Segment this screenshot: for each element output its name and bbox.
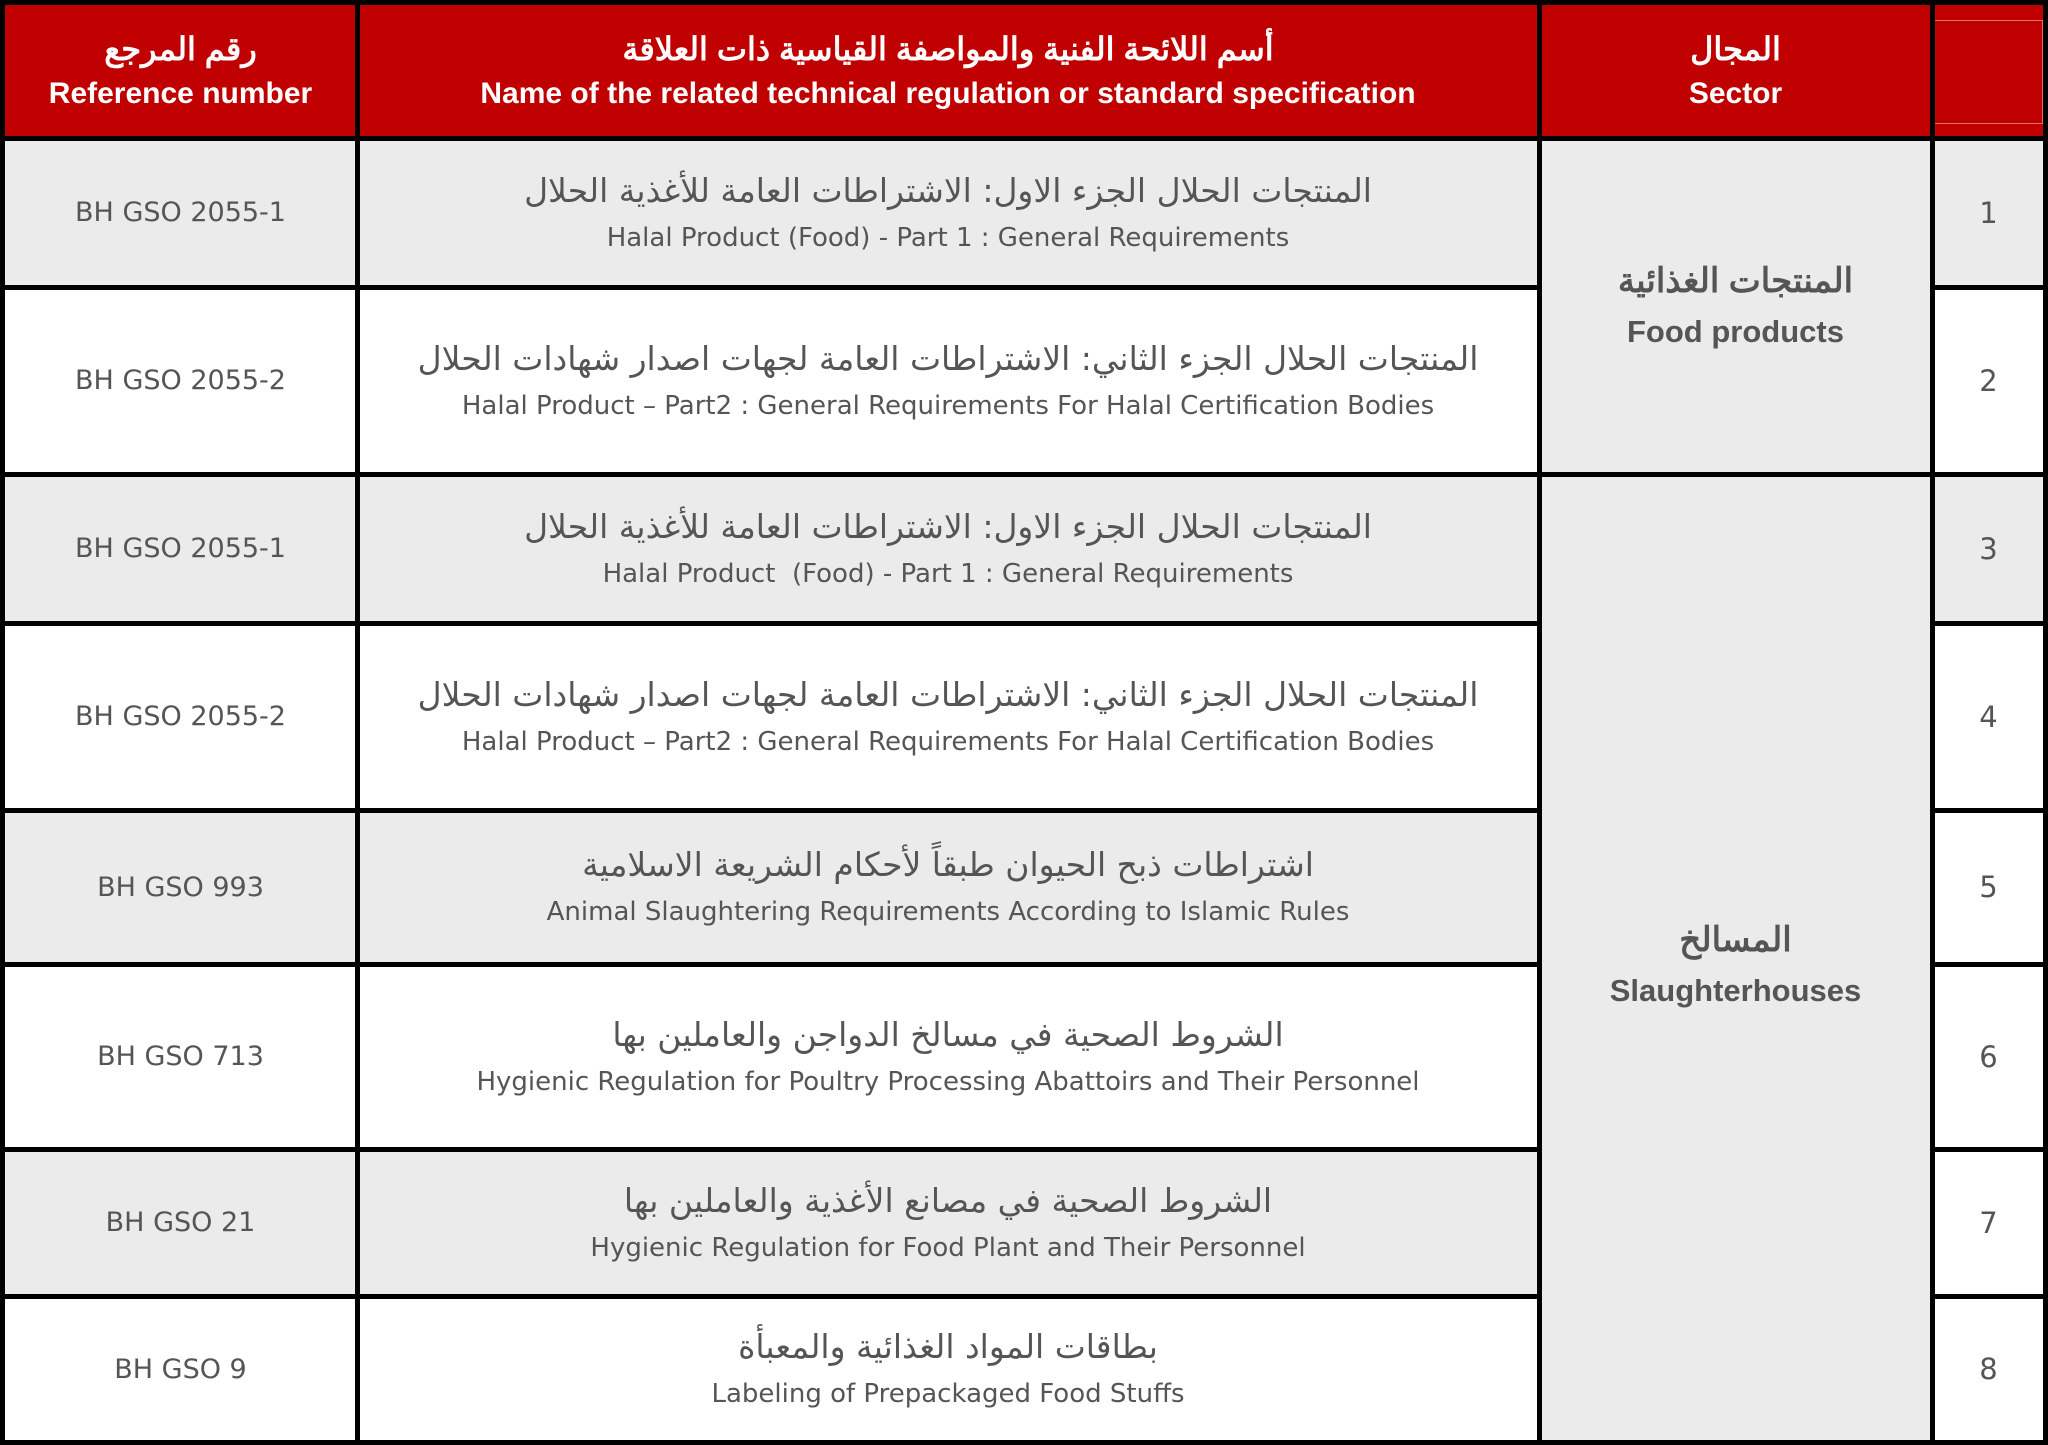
header-sector — [1539, 4, 1932, 138]
reference-number: BH GSO 9 — [114, 1353, 247, 1385]
regulation-name-ar: الشروط الصحية في مسالخ الدواجن والعاملين بها — [612, 1014, 1284, 1054]
header-number — [1932, 4, 2045, 138]
border-left — [0, 0, 5, 1445]
table-row-reference — [4, 1149, 357, 1296]
column-divider — [355, 0, 360, 1445]
reference-number: BH GSO 713 — [97, 1041, 264, 1072]
table-row-reference — [4, 623, 357, 810]
table-row-number — [1932, 623, 2045, 810]
header-reference-ar: رقم المرجع — [104, 31, 257, 67]
sector-cell-food-products — [1539, 138, 1932, 474]
sector-divider — [1537, 472, 1932, 477]
table-row-name — [357, 964, 1539, 1149]
border-right — [2043, 0, 2048, 1445]
regulation-name-ar: المنتجات الحلال الجزء الاول: الاشتراطات العامة للأغذية الحلال — [524, 170, 1372, 210]
regulation-name-ar: الشروط الصحية في مصانع الأغذية والعاملين بها — [623, 1180, 1273, 1220]
regulation-name-en: Hygienic Regulation for Food Plant and Their Personnel — [590, 1232, 1306, 1263]
regulation-name-en: Halal Product (Food) - Part 1 : General Requirements — [606, 222, 1290, 253]
sector-en: Slaughterhouses — [1609, 973, 1862, 1008]
column-divider — [1930, 0, 1935, 1445]
table-row-number — [1932, 1149, 2045, 1296]
table-row-number — [1932, 287, 2045, 474]
header-name-ar: أسم اللائحة الفنية والمواصفة القياسية ذات العلاقة — [622, 31, 1274, 67]
table-row-name — [357, 810, 1539, 964]
reference-number: BH GSO 2055-1 — [75, 197, 286, 228]
table-row-number — [1932, 964, 2045, 1149]
border-top — [0, 0, 2048, 5]
regulation-name-en: Labeling of Prepackaged Food Stuffs — [711, 1379, 1185, 1409]
table-row-reference — [4, 474, 357, 623]
row-number: 3 — [1979, 531, 1998, 566]
row-divider — [1930, 808, 2048, 813]
regulation-name-ar: بطاقات المواد الغذائية والمعبأة — [738, 1327, 1158, 1366]
sector-en: Food products — [1627, 314, 1844, 349]
regulation-name-en: Halal Product – Part2 : General Requirements For Halal Certification Bodies — [461, 726, 1435, 757]
regulation-name-ar: المنتجات الحلال الجزء الاول: الاشتراطات العامة للأغذية الحلال — [524, 506, 1372, 546]
row-divider — [1930, 472, 2048, 477]
regulation-name-en: Halal Product (Food) - Part 1 : General Requirements — [602, 558, 1294, 589]
column-divider — [1537, 0, 1542, 1445]
sector-ar: المنتجات الغذائية — [1617, 262, 1854, 300]
reference-number: BH GSO 2055-2 — [75, 365, 286, 396]
regulation-name-ar: المنتجات الحلال الجزء الثاني: الاشتراطات العامة لجهات اصدار شهادات الحلال — [417, 674, 1479, 714]
table-row-reference — [4, 1296, 357, 1442]
table-row-reference — [4, 287, 357, 474]
table-row-reference — [4, 810, 357, 964]
table-row-reference — [4, 964, 357, 1149]
row-divider — [0, 1147, 1539, 1152]
row-number: 2 — [1979, 363, 1998, 398]
header-name-en: Name of the related technical regulation or standard specification — [480, 77, 1416, 110]
table-row-number — [1932, 810, 2045, 964]
row-number: 7 — [1979, 1205, 1998, 1240]
row-divider — [0, 808, 1539, 813]
row-divider — [1930, 621, 2048, 626]
header-number-inner-border — [1934, 20, 2043, 124]
row-divider — [0, 962, 1539, 967]
regulation-name-ar: المنتجات الحلال الجزء الثاني: الاشتراطات العامة لجهات اصدار شهادات الحلال — [417, 338, 1479, 378]
table-row-name — [357, 138, 1539, 287]
row-divider — [0, 285, 1539, 290]
row-number: 8 — [1979, 1352, 1998, 1386]
regulation-name-en: Halal Product – Part2 : General Requirements For Halal Certification Bodies — [461, 390, 1435, 421]
table-row-number — [1932, 1296, 2045, 1442]
row-number: 6 — [1979, 1039, 1998, 1074]
table-row-number — [1932, 474, 2045, 623]
reference-number: BH GSO 21 — [105, 1207, 256, 1238]
row-number: 1 — [1979, 195, 1998, 230]
header-reference-en: Reference number — [48, 77, 313, 110]
sector-ar: المسالخ — [1679, 921, 1792, 959]
regulation-name-ar: اشتراطات ذبح الحيوان طبقاً لأحكام الشريعة الاسلامية — [582, 845, 1314, 884]
regulation-name-en: Hygienic Regulation for Poultry Processing Abattoirs and Their Personnel — [476, 1066, 1420, 1097]
row-divider — [0, 472, 1539, 477]
sector-cell-slaughterhouses — [1539, 474, 1932, 1442]
regulation-name-en: Animal Slaughtering Requirements According to Islamic Rules — [546, 897, 1350, 927]
row-divider — [0, 1294, 1539, 1299]
row-divider — [1930, 1294, 2048, 1299]
row-divider — [1930, 285, 2048, 290]
table-row-name — [357, 474, 1539, 623]
header-sector-ar: المجال — [1690, 31, 1781, 67]
row-number: 4 — [1979, 699, 1998, 734]
row-divider — [1930, 1147, 2048, 1152]
table-row-name — [357, 287, 1539, 474]
reference-number: BH GSO 2055-2 — [75, 701, 286, 732]
table-row-name — [357, 623, 1539, 810]
header-name — [357, 4, 1539, 138]
header-sector-en: Sector — [1688, 77, 1783, 110]
row-divider — [1930, 962, 2048, 967]
header-reference — [4, 4, 357, 138]
table-row-reference — [4, 138, 357, 287]
table-row-number — [1932, 138, 2045, 287]
header-divider — [0, 136, 2048, 141]
reference-number: BH GSO 993 — [97, 871, 264, 903]
row-number: 5 — [1979, 870, 1998, 904]
table-row-name — [357, 1149, 1539, 1296]
reference-number: BH GSO 2055-1 — [75, 533, 286, 564]
border-bottom — [0, 1440, 2048, 1445]
table-row-name — [357, 1296, 1539, 1442]
row-divider — [0, 621, 1539, 626]
